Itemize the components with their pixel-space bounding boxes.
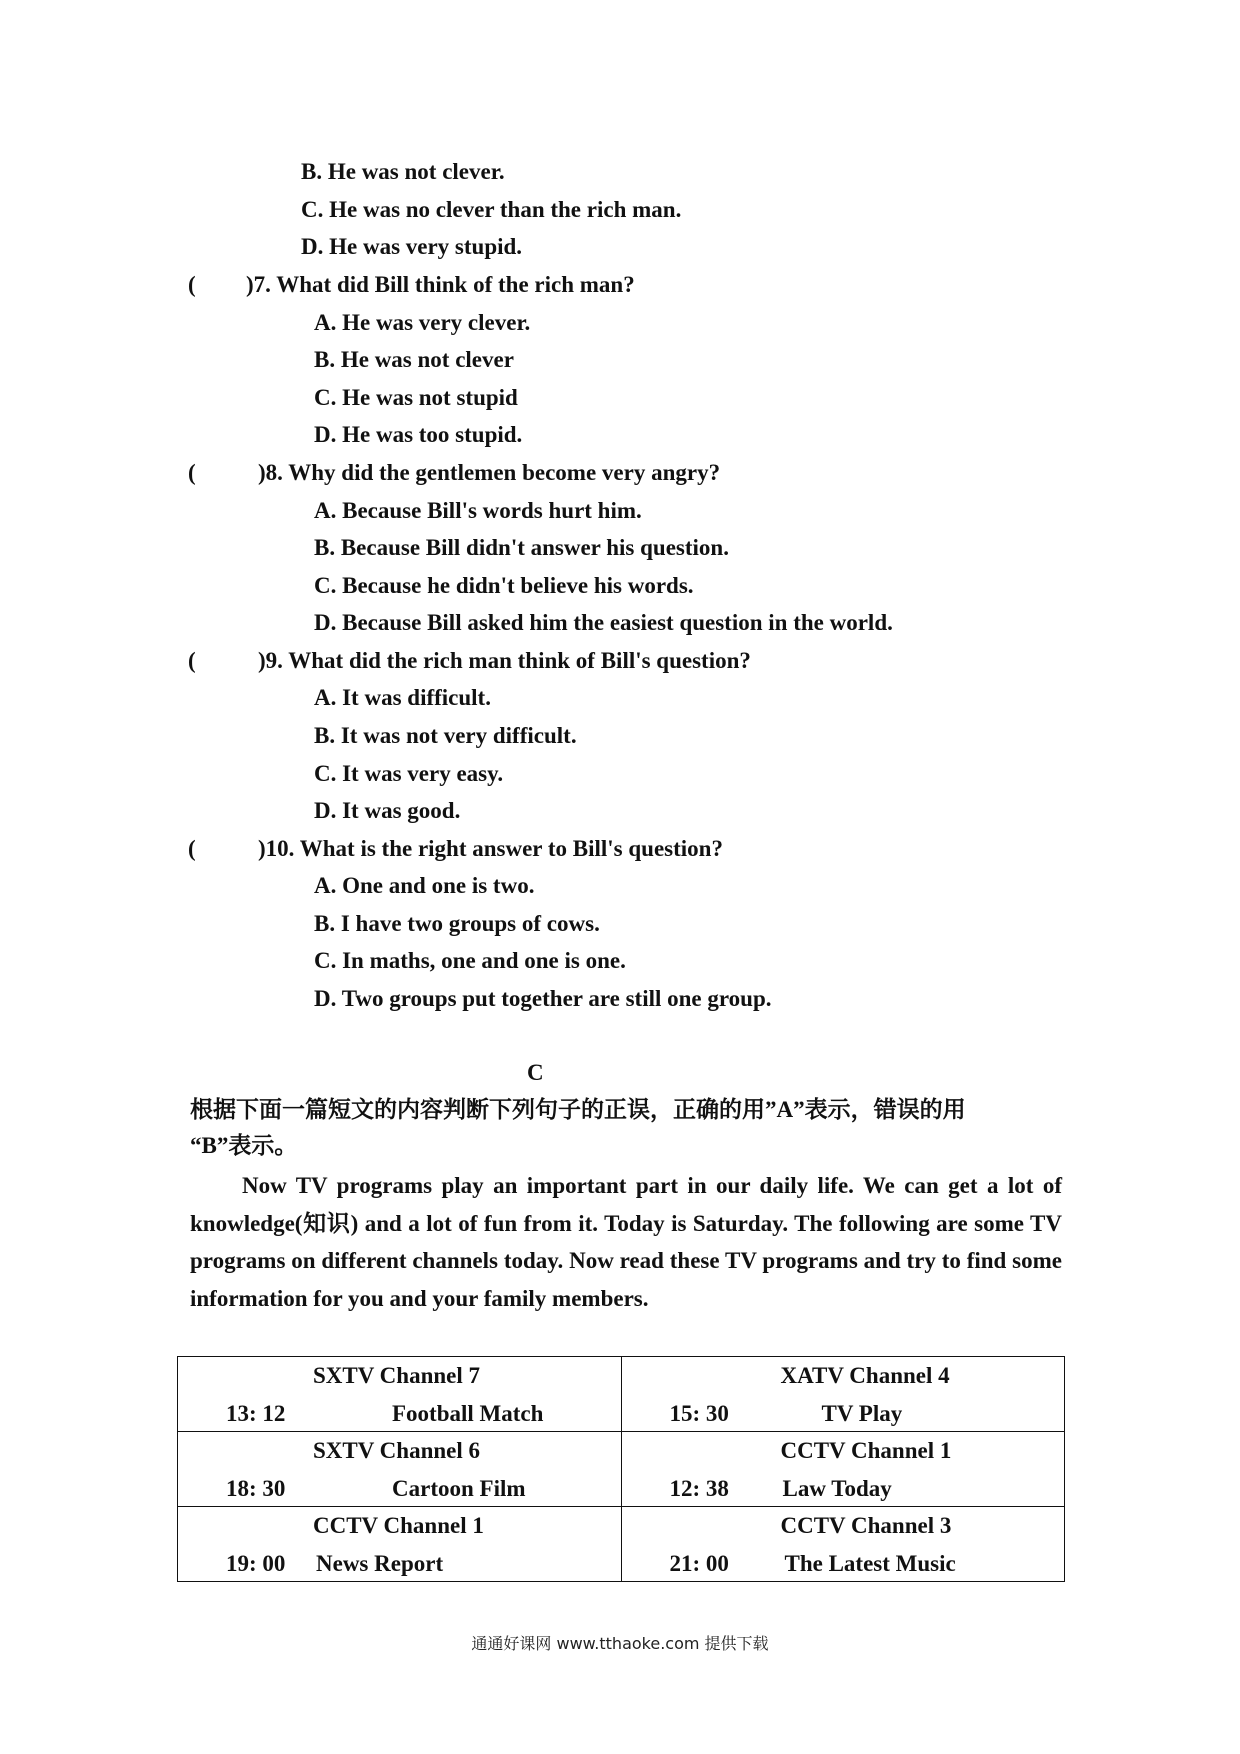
option-text: B. I have two groups of cows. bbox=[314, 911, 600, 936]
program-time: 13: 12 bbox=[226, 1401, 286, 1426]
channel-name: CCTV Channel 3 bbox=[780, 1513, 952, 1538]
program-name: News Report bbox=[316, 1551, 444, 1576]
option-text: C. He was not stupid bbox=[314, 385, 518, 410]
answer-blank: ( bbox=[188, 460, 196, 485]
program-cell bbox=[178, 1357, 622, 1432]
program-cell bbox=[621, 1357, 1065, 1432]
answer-blank: ( bbox=[188, 648, 196, 673]
question-stem: )8. Why did the gentlemen become very angry? bbox=[258, 460, 721, 485]
option-text: A. It was difficult. bbox=[314, 685, 491, 710]
tv-program-table bbox=[177, 1356, 1065, 1582]
section-heading: C bbox=[527, 1060, 544, 1085]
program-cell bbox=[621, 1432, 1065, 1507]
option-text: A. One and one is two. bbox=[314, 873, 535, 898]
section-instruction: “B”表示。 bbox=[190, 1133, 298, 1158]
table-row bbox=[178, 1357, 1065, 1432]
reading-passage: Now TV programs play an important part in our daily life. We can get a lot of knowledge(知识) and a lot of fun from it. Today is Saturday. The following are some TV programs on different channels today. Now read these TV programs and try to find some information for you and your family members. bbox=[190, 1173, 1062, 1311]
question-stem: )9. What did the rich man think of Bill's question? bbox=[258, 648, 751, 673]
program-cell bbox=[621, 1507, 1065, 1582]
channel-name: XATV Channel 4 bbox=[780, 1363, 950, 1388]
option-text: D. Two groups put together are still one group. bbox=[314, 986, 772, 1011]
option-text: C. It was very easy. bbox=[314, 761, 504, 786]
program-name: Cartoon Film bbox=[392, 1476, 526, 1501]
channel-name: SXTV Channel 7 bbox=[313, 1363, 481, 1388]
channel-name: CCTV Channel 1 bbox=[313, 1513, 484, 1538]
option-text: B. He was not clever bbox=[314, 347, 514, 372]
option-text: B. It was not very difficult. bbox=[314, 723, 577, 748]
table-row bbox=[178, 1432, 1065, 1507]
program-name: Football Match bbox=[392, 1401, 544, 1426]
option-text: C. Because he didn't believe his words. bbox=[314, 573, 694, 598]
question-stem: )7. What did Bill think of the rich man? bbox=[246, 272, 635, 297]
program-time: 21: 00 bbox=[669, 1551, 729, 1576]
section-instruction: 根据下面一篇短文的内容判断下列句子的正误，正确的用”A”表示，错误的用 bbox=[190, 1097, 966, 1122]
option-text: C. In maths, one and one is one. bbox=[314, 948, 626, 973]
option-text: D. It was good. bbox=[314, 798, 461, 823]
program-cell bbox=[178, 1432, 622, 1507]
program-name: Law Today bbox=[782, 1476, 892, 1501]
answer-blank: ( bbox=[188, 836, 196, 861]
option-text: C. He was no clever than the rich man. bbox=[301, 197, 682, 222]
program-name: TV Play bbox=[821, 1401, 903, 1426]
question-stem: )10. What is the right answer to Bill's question? bbox=[258, 836, 723, 861]
page-footer: 通通好课网 www.tthaoke.com 提供下载 bbox=[471, 1634, 769, 1653]
answer-blank: ( bbox=[188, 272, 196, 297]
program-time: 18: 30 bbox=[226, 1476, 286, 1501]
option-text: D. He was very stupid. bbox=[301, 234, 523, 259]
option-text: B. Because Bill didn't answer his question. bbox=[314, 535, 729, 560]
option-text: A. He was very clever. bbox=[314, 310, 531, 335]
option-text: B. He was not clever. bbox=[301, 159, 505, 184]
channel-name: CCTV Channel 1 bbox=[780, 1438, 952, 1463]
program-time: 12: 38 bbox=[669, 1476, 729, 1501]
program-cell bbox=[178, 1507, 622, 1582]
option-text: D. He was too stupid. bbox=[314, 422, 523, 447]
program-name: The Latest Music bbox=[784, 1551, 956, 1576]
option-text: D. Because Bill asked him the easiest question in the world. bbox=[314, 610, 893, 635]
channel-name: SXTV Channel 6 bbox=[313, 1438, 481, 1463]
table-row bbox=[178, 1507, 1065, 1582]
program-time: 19: 00 bbox=[226, 1551, 286, 1576]
option-text: A. Because Bill's words hurt him. bbox=[314, 498, 642, 523]
program-time: 15: 30 bbox=[669, 1401, 729, 1426]
